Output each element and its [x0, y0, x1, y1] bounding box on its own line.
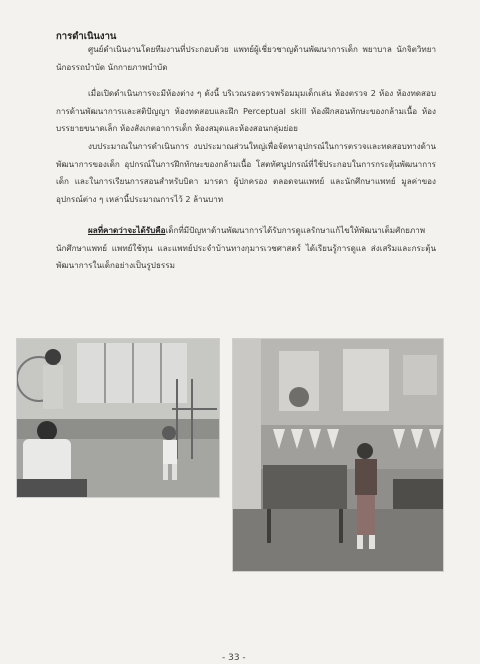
paragraph-rooms-text: เมื่อเปิดดำเนินการจะมีห้องต่าง ๆ ดังนี้ บริเวณรอตรวจพร้อมมุมเด็กเล่น ห้องตรวจ 2 ห้อง ห้องทดสอบการด้านพัฒนาการและสติปัญญา ห้องทดสอบและฝึก Perceptual skill ห้องฝึกสอนทักษะของกล้ามเนื้อ ห้องบรรยายขนาดเล็ก ห้องสังเกตอาการเด็ก ห้องสมุดและห้องสอนกลุ่มย่อย: [56, 88, 436, 133]
photo-play-room-image: [233, 339, 443, 571]
page-number: - 33 -: [222, 653, 246, 663]
expected-result-label: ผลที่คาดว่าจะได้รับคือ: [88, 225, 166, 235]
paragraph-team: [56, 41, 436, 76]
photo-play-room: [232, 338, 444, 572]
paragraph-budget-text: งบประมาณในการดำเนินการ งบประมาณส่วนใหญ่เพื่อจัดหาอุปกรณ์ในการตรวจและทดสอบทางด้านพัฒนาการของเด็ก อุปกรณ์ในการฝึกทักษะของกล้ามเนื้อ โสตทัศนูปกรณ์ที่ใช้ประกอบในการกระตุ้นพัฒนาการเด็ก และในการเรียนการสอนสำหรับบิดา มารดา ผู้ปกครอง ตลอดจนแพทย์ และนักศึกษาแพทย์ มูลค่าของอุปกรณ์ต่าง ๆ เหล่านี้ประมาณการไว้ 2 ล้านบาท: [56, 141, 436, 204]
section-heading: การดำเนินงาน: [56, 31, 117, 42]
expected-result-text: เด็กที่มีปัญหาด้านพัฒนาการได้รับการดูแลรักษาแก้ไขให้พัฒนาเต็มศักยภาพ นักศึกษาแพทย์ แพทย์ใช้ทุน และแพทย์ประจำบ้านทางกุมารเวชศาสตร์ ได้เรียนรู้การดูแล ส่งเสริมและกระตุ้นพัฒนาการในเด็กอย่างเป็นรูปธรรม: [56, 225, 436, 270]
photo-therapy-room-image: [17, 339, 219, 497]
paragraph-expected-result: [56, 222, 436, 275]
paragraph-rooms: [56, 85, 436, 138]
paragraph-budget: [56, 138, 436, 208]
paragraph-team-text: ศูนย์ดำเนินงานโดยทีมงานที่ประกอบด้วย แพทย์ผู้เชี่ยวชาญด้านพัฒนาการเด็ก พยาบาล นักจิตวิทยา นักอรรถบำบัด นักกายภาพบำบัด: [56, 44, 436, 72]
photo-therapy-room: [16, 338, 220, 498]
